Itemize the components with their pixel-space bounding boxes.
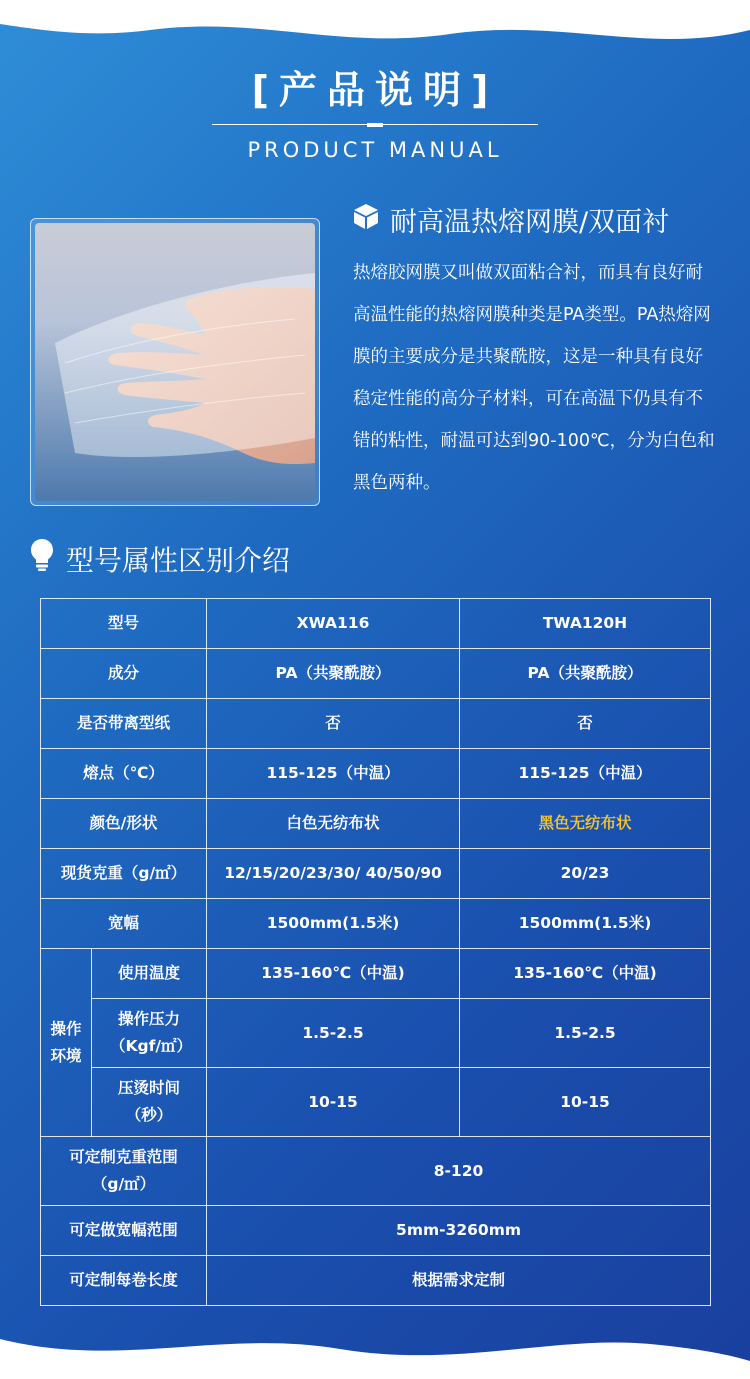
table-row [41, 1137, 711, 1206]
table-row [41, 599, 711, 649]
table-row [41, 849, 711, 899]
row-label: 使用温度 [92, 949, 207, 999]
row-label: 操作压力（Kgf/㎡） [92, 999, 207, 1068]
cell-value: 115-125（中温） [460, 749, 711, 799]
table-row [41, 1256, 711, 1306]
bottom-wave-decoration [0, 1309, 750, 1379]
row-label: 成分 [41, 649, 207, 699]
row-label: 现货克重（g/㎡） [41, 849, 207, 899]
cell-value: PA（共聚酰胺） [207, 649, 460, 699]
spec-table [40, 598, 711, 1306]
table-row [41, 749, 711, 799]
cell-value: 否 [460, 699, 711, 749]
lightbulb-icon [30, 538, 54, 579]
cell-value: 8-120 [207, 1137, 711, 1206]
section-title: 型号属性区别介绍 [66, 543, 291, 577]
cell-value: 135-160℃（中温) [207, 949, 460, 999]
table-row [41, 899, 711, 949]
table-row [41, 949, 711, 999]
page-title: [产品说明] [251, 68, 499, 112]
table-row [41, 999, 711, 1068]
box-icon [352, 202, 380, 237]
cell-value: 20/23 [460, 849, 711, 899]
cell-value: 12/15/20/23/30/ 40/50/90 [207, 849, 460, 899]
cell-value: 1.5-2.5 [460, 999, 711, 1068]
row-label: 压烫时间（秒） [92, 1068, 207, 1137]
cell-value: XWA116 [207, 599, 460, 649]
row-label: 颜色/形状 [41, 799, 207, 849]
cell-value: 否 [207, 699, 460, 749]
product-photo [35, 223, 315, 501]
product-heading [352, 200, 669, 239]
cell-value: TWA120H [460, 599, 711, 649]
product-photo-frame [30, 218, 320, 506]
row-label: 可定制克重范围（g/㎡） [41, 1137, 207, 1206]
row-label: 可定做宽幅范围 [41, 1206, 207, 1256]
table-row [41, 649, 711, 699]
row-label: 可定制每卷长度 [41, 1256, 207, 1306]
cell-value: 115-125（中温） [207, 749, 460, 799]
row-label: 型号 [41, 599, 207, 649]
row-label: 宽幅 [41, 899, 207, 949]
cell-value: 135-160℃（中温) [460, 949, 711, 999]
cell-value: 1500mm(1.5米) [460, 899, 711, 949]
table-row [41, 1068, 711, 1137]
cell-value: 根据需求定制 [207, 1256, 711, 1306]
top-wave-decoration [0, 0, 750, 60]
page-header [0, 62, 750, 162]
product-title: 耐高温热熔网膜/双面衬 [390, 207, 670, 238]
cell-value: 白色无纺布状 [207, 799, 460, 849]
cell-value: 5mm-3260mm [207, 1206, 711, 1256]
table-row [41, 1206, 711, 1256]
cell-value: PA（共聚酰胺） [460, 649, 711, 699]
row-label: 是否带离型纸 [41, 699, 207, 749]
cell-value-highlight: 黑色无纺布状 [460, 799, 711, 849]
cell-value: 10-15 [207, 1068, 460, 1137]
group-label: 操作环境 [41, 949, 92, 1137]
section-heading [30, 538, 290, 579]
row-label: 熔点（℃） [41, 749, 207, 799]
cell-value: 1500mm(1.5米) [207, 899, 460, 949]
product-description: 热熔胶网膜又叫做双面粘合衬，而具有良好耐高温性能的热熔网膜种类是PA类型。PA热熔网膜的主要成分是共聚酰胺，这是一种具有良好稳定性能的高分子材料，可在高温下仍具有不错的粘性，耐温可达到90-100℃，分为白色和黑色两种。 [353, 263, 715, 493]
title-divider-mark [367, 123, 383, 127]
table-row [41, 799, 711, 849]
cell-value: 10-15 [460, 1068, 711, 1137]
cell-value: 1.5-2.5 [207, 999, 460, 1068]
table-row [41, 699, 711, 749]
page-subtitle: PRODUCT MANUAL [247, 138, 503, 162]
